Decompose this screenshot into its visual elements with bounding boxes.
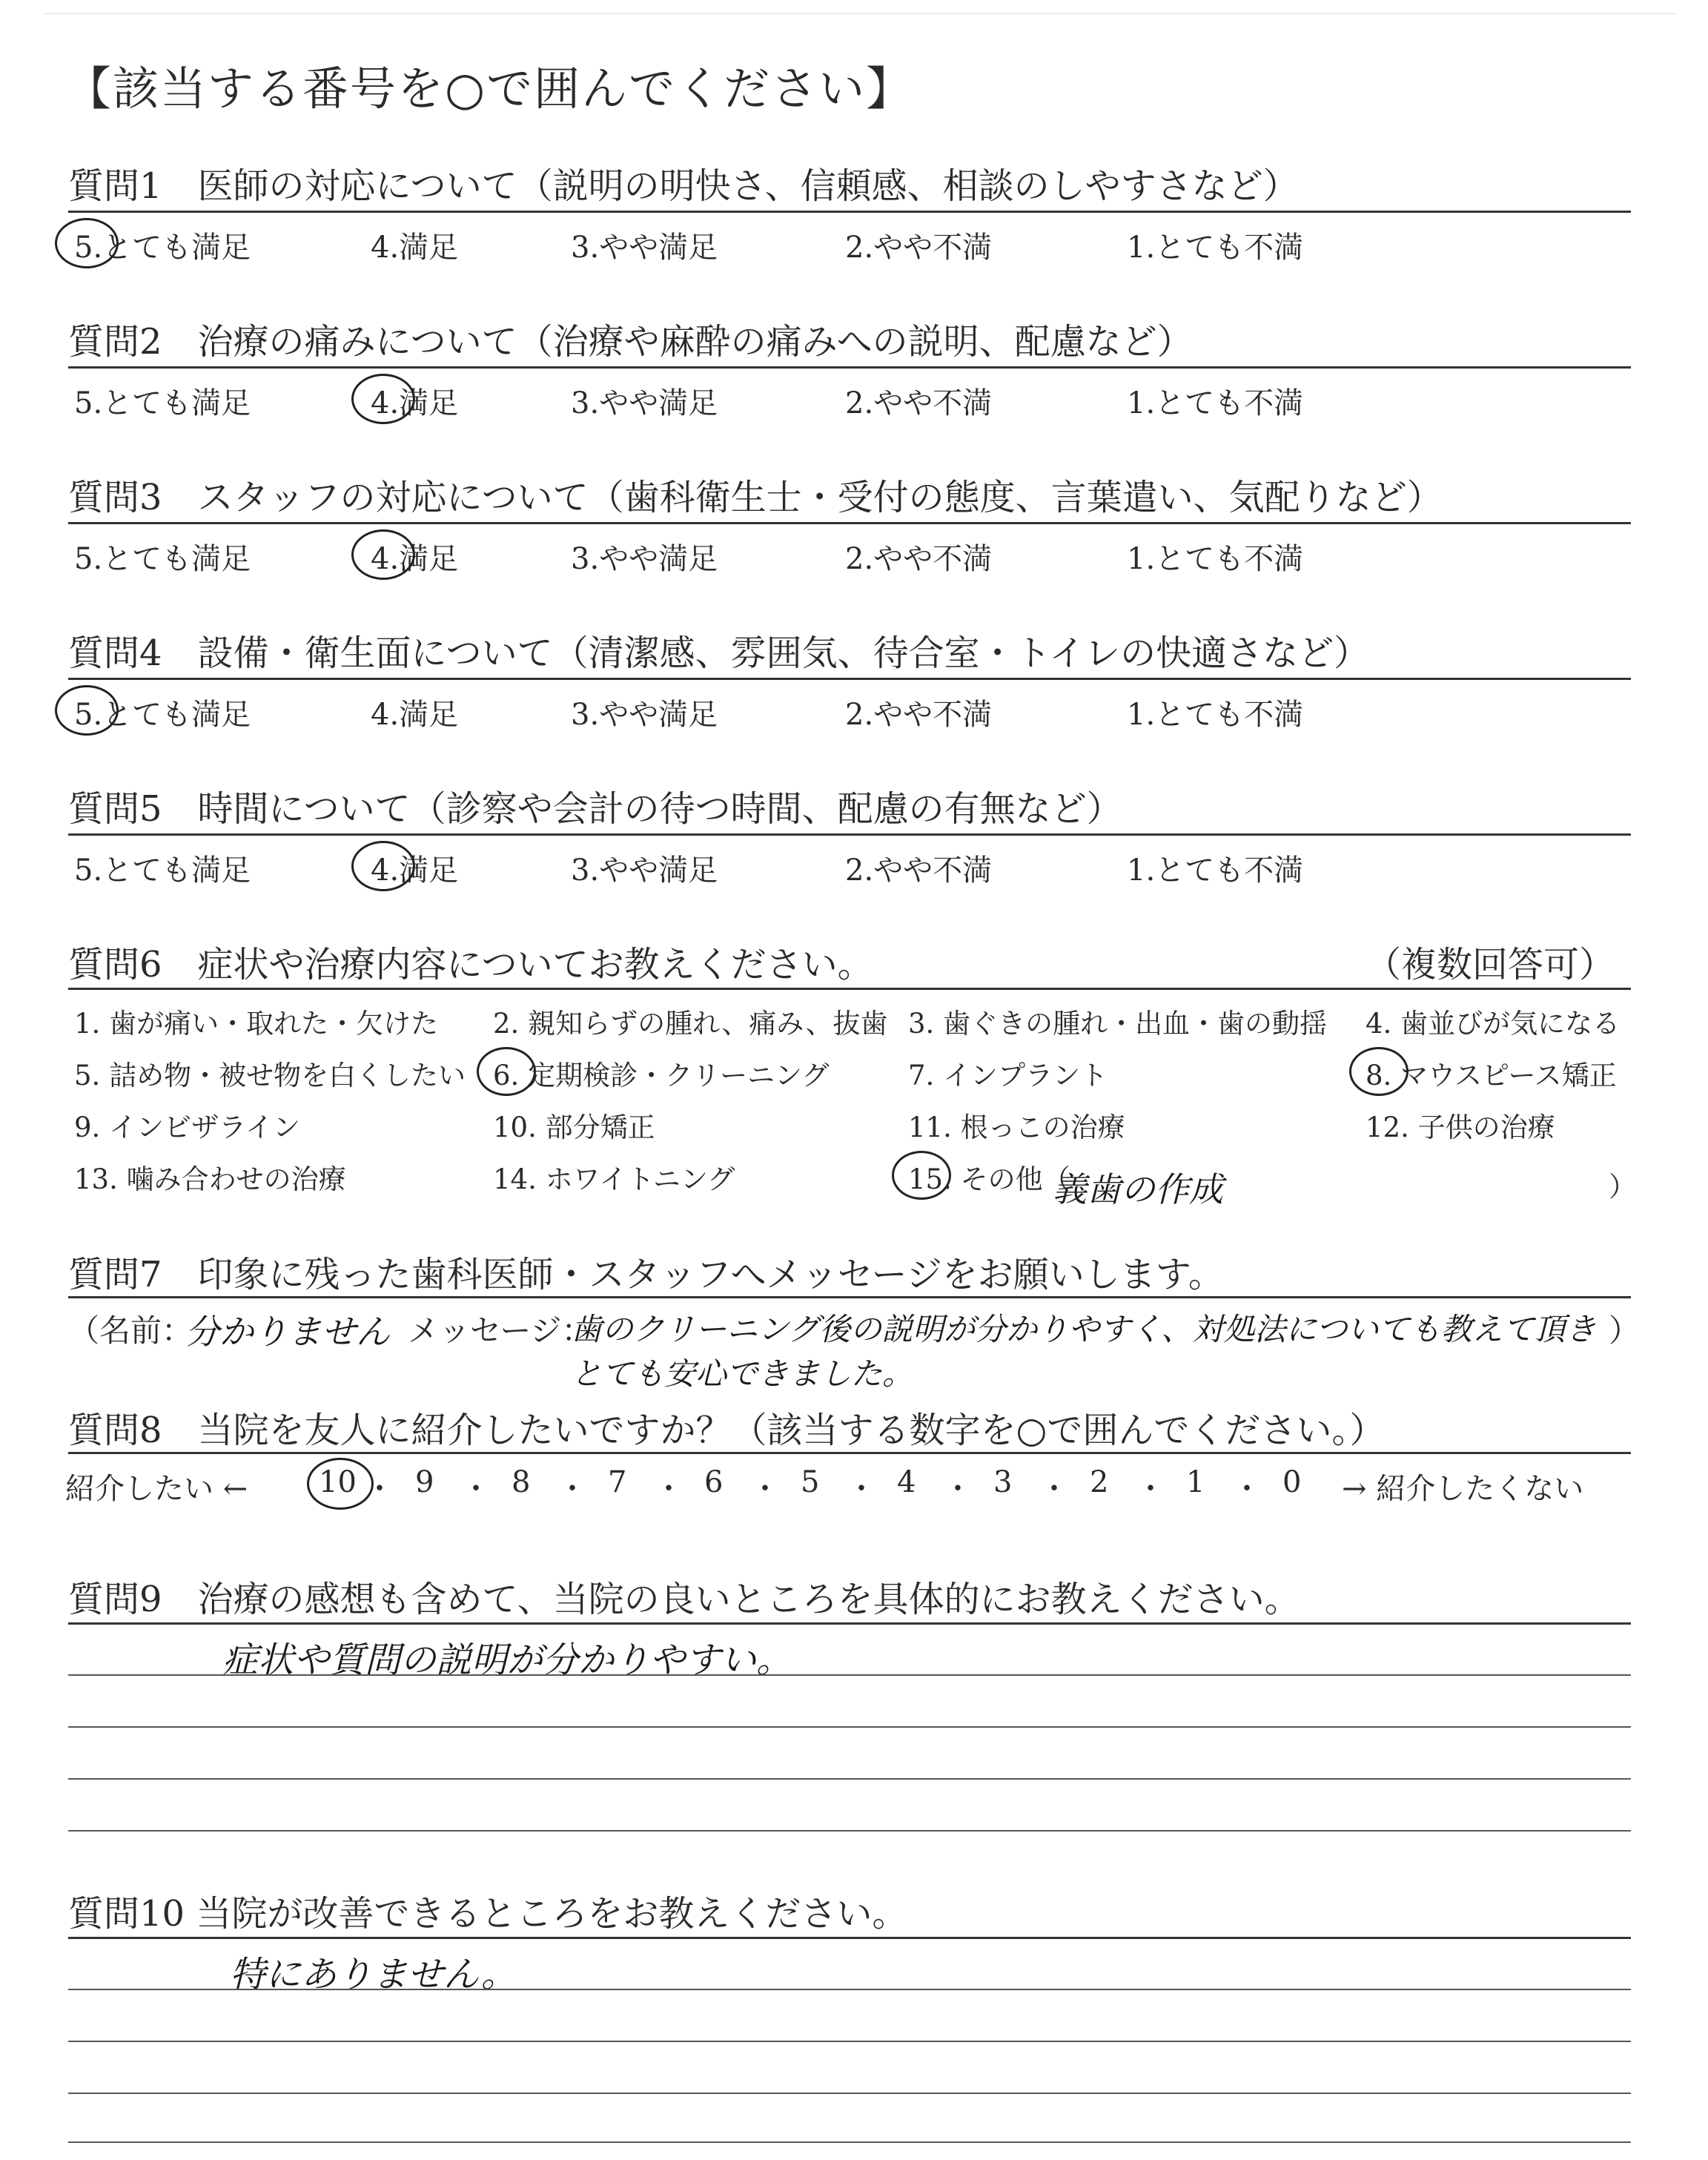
q2-selection-circle [351,374,415,424]
q8-separator: ・ [1232,1472,1262,1506]
q1-heading: 質問1 医師の対応について（説明の明快さ、信頼感、相談のしやすさなど） [68,165,1299,207]
q1-selection-circle [55,218,119,268]
q7-name-value: 分かりません [185,1312,390,1352]
q1-option-5[interactable]: 5.とても満足 [74,231,251,265]
q8-heading: 質問8 当院を友人に紹介したいですか？（該当する数字を○で囲んでください。） [68,1410,1386,1451]
q5-rule [68,833,1631,836]
q9-line-4 [68,1830,1631,1832]
top-edge-line [44,13,1675,14]
q6-note: （複数回答可） [1366,944,1615,985]
q6-selection-circle-15 [892,1151,951,1200]
q8-separator: ・ [654,1472,683,1506]
q1-option-1[interactable]: 1.とても不満 [1127,231,1304,265]
q8-separator: ・ [943,1472,973,1506]
q6-option-3[interactable]: 3. 歯ぐきの腫れ・出血・歯の動揺 [908,1008,1328,1040]
q6-option-8[interactable]: 8. マウスピース矯正 [1366,1060,1617,1091]
q4-option-3[interactable]: 3.やや満足 [571,698,718,732]
q8-scale-5[interactable]: 5 [801,1465,820,1499]
q9-rule [68,1622,1631,1625]
q8-scale-9[interactable]: 9 [415,1465,434,1499]
q8-separator: ・ [847,1472,876,1506]
q9-line-1 [68,1674,1631,1676]
q9-line-2 [68,1726,1631,1728]
q4-option-4[interactable]: 4.満足 [371,698,459,732]
q4-option-5[interactable]: 5.とても満足 [74,698,251,732]
q6-option-5[interactable]: 5. 詰め物・被せ物を白くしたい [74,1060,466,1091]
q10-line-4 [68,2141,1631,2143]
q8-scale-8[interactable]: 8 [512,1465,531,1499]
q8-scale-10[interactable]: 10 [319,1465,357,1499]
q7-message-label: メッセージ： [408,1312,593,1349]
q8-selection-circle [307,1458,374,1510]
q8-right-label: → 紹介したくない [1342,1472,1584,1506]
q8-separator: ・ [1039,1472,1069,1506]
q1-option-4[interactable]: 4.満足 [371,231,459,265]
q10-heading: 質問10 当院が改善できるところをお教えください。 [68,1893,908,1935]
q4-selection-circle [55,685,119,736]
q8-separator: ・ [557,1472,587,1506]
q4-heading: 質問4 設備・衛生面について（清潔感、雰囲気、待合室・トイレの快適さなど） [68,633,1370,674]
q6-option-11[interactable]: 11. 根っこの治療 [908,1112,1125,1143]
page-title: 【該当する番号を○で囲んでください】 [65,62,914,116]
q5-option-3[interactable]: 3.やや満足 [571,853,718,888]
q8-scale-6[interactable]: 6 [704,1465,724,1499]
q8-rule [68,1452,1631,1454]
q1-option-3[interactable]: 3.やや満足 [571,231,718,265]
q3-option-4[interactable]: 4.満足 [371,542,459,576]
q5-option-1[interactable]: 1.とても不満 [1127,853,1304,888]
q6-option-6[interactable]: 6. 定期検診・クリーニング [493,1060,830,1091]
q6-other-answer: 義歯の作成 [1053,1169,1223,1209]
q3-option-5[interactable]: 5.とても満足 [74,542,251,576]
q6-selection-circle-8 [1349,1047,1409,1096]
q2-rule [68,366,1631,369]
q1-rule [68,211,1631,213]
q2-option-1[interactable]: 1.とても不満 [1127,386,1304,420]
q7-name-label: （名前： [68,1312,193,1349]
q7-heading: 質問7 印象に残った歯科医師・スタッフへメッセージをお願いします。 [68,1254,1224,1295]
q7-message-line1: 歯のクリーニング後の説明が分かりやすく、対処法についても教えて頂き [571,1311,1597,1347]
q9-answer: 症状や質問の説明が分かりやすい。 [222,1639,792,1681]
q4-rule [68,678,1631,680]
q10-rule [68,1937,1631,1939]
q9-heading: 質問9 治療の感想も含めて、当院の良いところを具体的にお教えください。 [68,1579,1300,1620]
q6-option-7[interactable]: 7. インプラント [908,1060,1108,1091]
q8-scale-2[interactable]: 2 [1090,1465,1109,1499]
q9-line-3 [68,1778,1631,1780]
q3-option-2[interactable]: 2.やや不満 [845,542,993,576]
q8-scale-4[interactable]: 4 [897,1465,916,1499]
q10-answer: 特にありません。 [230,1954,517,1995]
q8-separator: ・ [461,1472,491,1506]
q8-separator: ・ [365,1472,394,1506]
q6-selection-circle-6 [477,1047,536,1096]
q2-option-5[interactable]: 5.とても満足 [74,386,251,420]
q3-heading: 質問3 スタッフの対応について（歯科衛生士・受付の態度、言葉遣い、気配りなど） [68,477,1443,518]
q4-option-1[interactable]: 1.とても不満 [1127,698,1304,732]
q3-selection-circle [351,529,415,580]
q10-line-2 [68,2041,1631,2042]
q3-option-1[interactable]: 1.とても不満 [1127,542,1304,576]
q6-rule [68,988,1631,990]
q5-option-2[interactable]: 2.やや不満 [845,853,993,888]
q3-rule [68,522,1631,524]
q10-line-3 [68,2093,1631,2094]
q2-option-4[interactable]: 4.満足 [371,386,459,420]
q5-heading: 質問5 時間について（診察や会計の待つ時間、配慮の有無など） [68,788,1122,830]
q7-close-paren: ） [1609,1312,1641,1349]
q2-heading: 質問2 治療の痛みについて（治療や麻酔の痛みへの説明、配慮など） [68,321,1193,363]
q2-option-3[interactable]: 3.やや満足 [571,386,718,420]
q5-option-5[interactable]: 5.とても満足 [74,853,251,888]
q6-close-paren: ） [1609,1171,1636,1203]
q8-scale-7[interactable]: 7 [608,1465,627,1499]
q2-option-2[interactable]: 2.やや不満 [845,386,993,420]
q8-scale-0[interactable]: 0 [1282,1465,1302,1499]
q6-option-4[interactable]: 4. 歯並びが気になる [1366,1008,1621,1040]
q8-scale-3[interactable]: 3 [993,1465,1013,1499]
q8-separator: ・ [1136,1472,1165,1506]
q7-rule [68,1296,1631,1298]
q8-separator: ・ [750,1472,780,1506]
q6-option-15[interactable]: 15. その他（ [908,1163,1070,1195]
q3-option-3[interactable]: 3.やや満足 [571,542,718,576]
q5-selection-circle [351,841,415,891]
q6-option-14[interactable]: 14. ホワイトニング [493,1163,735,1195]
q6-option-1[interactable]: 1. 歯が痛い・取れた・欠けた [74,1008,439,1040]
q6-option-10[interactable]: 10. 部分矯正 [493,1112,655,1143]
q10-line-1 [68,1989,1631,1990]
q6-option-12[interactable]: 12. 子供の治療 [1366,1112,1555,1143]
q5-option-4[interactable]: 4.満足 [371,853,459,888]
q8-left-label: 紹介したい ← [65,1472,248,1506]
q8-scale-1[interactable]: 1 [1186,1465,1205,1499]
q7-message-line2: とても安心できました。 [571,1355,914,1392]
q1-option-2[interactable]: 2.やや不満 [845,231,993,265]
q6-heading: 質問6 症状や治療内容についてお教えください。 [68,944,873,985]
q6-option-13[interactable]: 13. 噛み合わせの治療 [74,1163,346,1195]
q4-option-2[interactable]: 2.やや不満 [845,698,993,732]
q6-option-9[interactable]: 9. インビザライン [74,1112,300,1143]
q6-option-2[interactable]: 2. 親知らずの腫れ、痛み、抜歯 [493,1008,888,1040]
